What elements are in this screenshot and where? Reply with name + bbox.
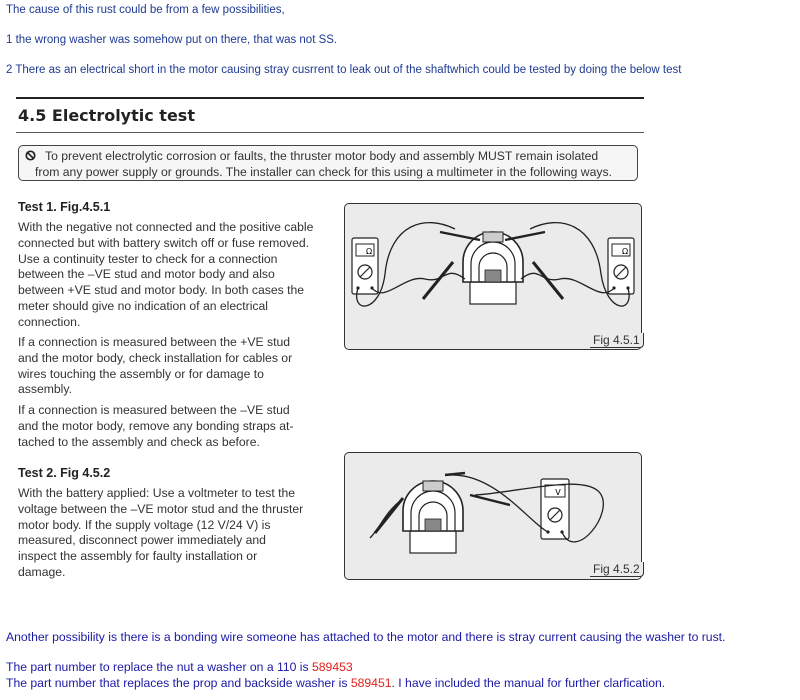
warning-line-1: To prevent electrolytic corrosion or faults, the thruster motor body and assembly MUST remain isolated xyxy=(45,149,599,163)
test2-paragraph-1: With the battery applied: Use a voltmeter to test the voltage between the –VE motor stud and the thruster motor body. If the supply voltage (12 V/24 V) is measured, disconnect power immediately and inspect the assembly for faulty installation or damage. xyxy=(18,486,304,579)
intro-line-2: 1 the wrong washer was somehow put on there, that was not SS. xyxy=(6,34,338,46)
intro-line-1: The cause of this rust could be from a few possibilities, xyxy=(6,4,285,16)
section-rule xyxy=(16,132,644,133)
test1-paragraph-3: If a connection is measured between the –VE stud and the motor body, remove any bonding straps at-tached to the assembly and check as before. xyxy=(18,403,294,449)
section-title: 4.5 Electrolytic test xyxy=(18,106,195,125)
prohibited-icon xyxy=(25,150,36,161)
warning-box xyxy=(18,145,638,181)
test2-heading: Test 2. Fig 4.5.2 xyxy=(18,466,111,480)
meter-symbol: V xyxy=(555,488,561,497)
outro-line-2-text: The part number to replace the nut a washer on a 110 is xyxy=(6,660,312,674)
figure-4-5-1 xyxy=(344,203,642,350)
warning-line-2: from any power supply or grounds. The installer can check for this using a multimeter in the following ways. xyxy=(35,165,612,179)
outro-line-3-text: The part number that replaces the prop and backside washer is xyxy=(6,676,351,690)
part-number-prop-washer: 589451 xyxy=(350,676,392,690)
figure-4-5-2-label: Fig 4.5.2 xyxy=(590,562,644,577)
meter-symbol: Ω xyxy=(621,247,629,256)
meter-symbol: Ω xyxy=(365,247,373,256)
test1-paragraph-1: With the negative not connected and the positive cable connected but with battery switch off or fuse removed. Use a continuity tester to check for a connection between the –VE stud and motor body and also between +VE stud and motor body. In both cases the meter should give no indication of an electrical connection. xyxy=(18,220,314,329)
test1-heading: Test 1. Fig.4.5.1 xyxy=(18,200,111,214)
outro-line-3-suffix: . I have included the manual for further clarfication. xyxy=(391,676,666,690)
figure-4-5-2 xyxy=(344,452,642,580)
test1-paragraph-2: If a connection is measured between the +VE stud and the motor body, check installation for cables or wires touching the assembly or for damage to assembly. xyxy=(18,335,293,397)
continuity-test-diagram xyxy=(345,204,641,349)
part-number-nut-washer: 589453 xyxy=(312,660,353,674)
voltage-test-diagram xyxy=(345,453,641,579)
section-top-rule xyxy=(16,97,644,99)
outro-line-3 xyxy=(6,676,665,690)
outro-line-1: Another possibility is there is a bonding wire someone has attached to the motor and there is stray current causing the washer to rust. xyxy=(6,630,726,644)
outro-line-2 xyxy=(6,660,353,674)
intro-line-3: 2 There as an electrical short in the motor causing stray cusrrent to leak out of the shaftwhich could be tested by doing the below test xyxy=(6,64,682,76)
figure-4-5-1-label: Fig 4.5.1 xyxy=(590,333,644,348)
